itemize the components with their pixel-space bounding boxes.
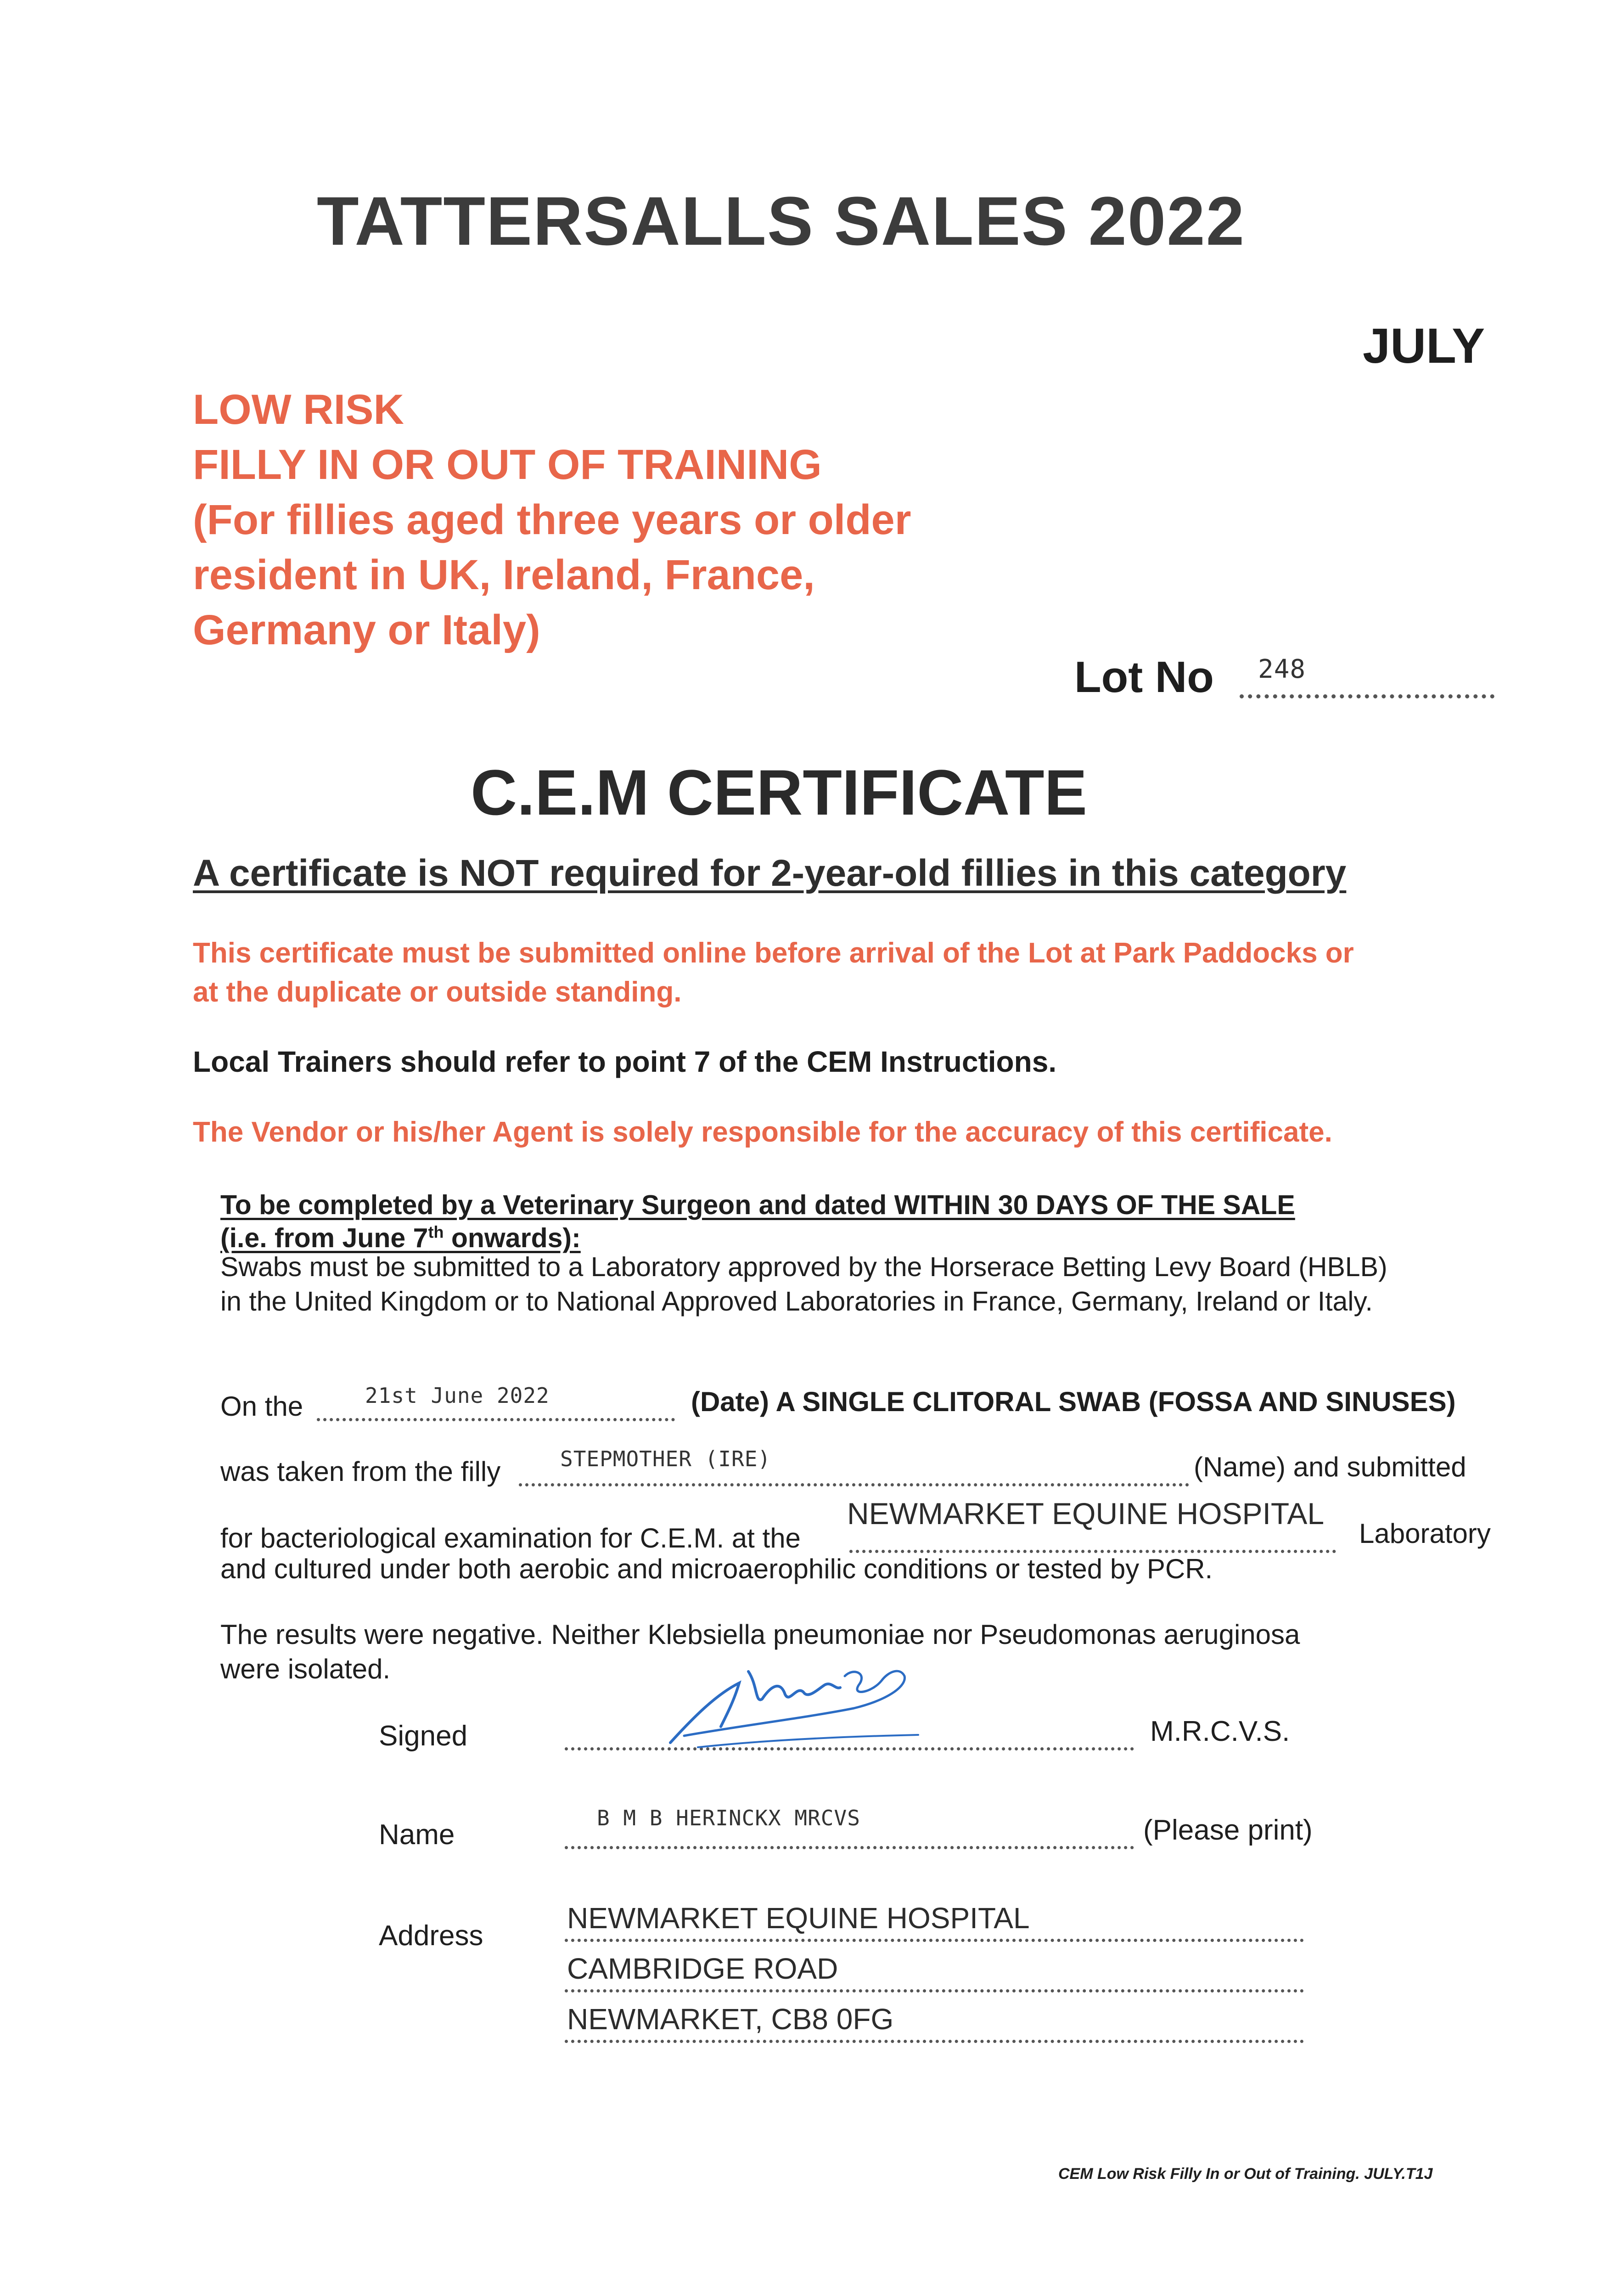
- name-value: B M B HERINCKX MRCVS: [597, 1806, 860, 1830]
- swabs-line-1: Swabs must be submitted to a Laboratory approved by the Horserace Betting Levy Board (HBLB): [220, 1252, 1387, 1282]
- instructions-heading-2: [220, 1222, 581, 1254]
- address-dotted-line-1: [565, 1939, 1304, 1942]
- category-line-1: LOW RISK: [193, 386, 404, 433]
- swabs-line-2: in the United Kingdom or to National Approved Laboratories in France, Germany, Ireland or Italy.: [220, 1286, 1373, 1317]
- results-line-1: The results were negative. Neither Klebsiella pneumoniae nor Pseudomonas aeruginosa: [220, 1619, 1300, 1650]
- sale-month: JULY: [1363, 318, 1485, 373]
- name-dotted-line: [565, 1846, 1134, 1849]
- lab-dotted-line: [849, 1550, 1336, 1553]
- category-line-3: (For fillies aged three years or older: [193, 496, 911, 543]
- cultured-line: and cultured under both aerobic and microaerophilic conditions or tested by PCR.: [220, 1553, 1213, 1584]
- certificate-title: C.E.M CERTIFICATE: [471, 756, 1087, 828]
- instructions-heading-2-text: (i.e. from June 7: [220, 1223, 428, 1253]
- lab-suffix: Laboratory: [1359, 1518, 1491, 1549]
- results-line-2: were isolated.: [220, 1654, 391, 1684]
- submit-notice-line-2: at the duplicate or outside standing.: [193, 976, 682, 1008]
- lot-value: 248: [1258, 654, 1306, 684]
- page-title: TATTERSALLS SALES 2022: [317, 182, 1246, 259]
- exam-prefix: for bacteriological examination for C.E.M. at the: [220, 1523, 801, 1553]
- local-trainers-notice: Local Trainers should refer to point 7 of the CEM Instructions.: [193, 1045, 1057, 1078]
- date-suffix-text: (Date) A SINGLE CLITORAL SWAB (FOSSA AND SINUSES): [691, 1386, 1456, 1417]
- instructions-heading-1: To be completed by a Veterinary Surgeon and dated WITHIN 30 DAYS OF THE SALE: [220, 1190, 1295, 1220]
- address-line-1: NEWMARKET EQUINE HOSPITAL: [567, 1902, 1030, 1935]
- category-line-4: resident in UK, Ireland, France,: [193, 551, 815, 598]
- category-line-5: Germany or Italy): [193, 607, 540, 653]
- address-line-2: CAMBRIDGE ROAD: [567, 1952, 838, 1985]
- taken-from-label: was taken from the filly: [220, 1456, 501, 1487]
- name-suffix: (Name) and submitted: [1194, 1452, 1466, 1482]
- instructions-heading-2-suffix: onwards):: [444, 1223, 581, 1253]
- filly-dotted-line: [519, 1483, 1189, 1486]
- date-value: 21st June 2022: [365, 1383, 550, 1408]
- category-line-2: FILLY IN OR OUT OF TRAINING: [193, 441, 822, 488]
- lot-dotted-line: [1240, 694, 1494, 698]
- address-line-3: NEWMARKET, CB8 0FG: [567, 2003, 894, 2036]
- lab-value: NEWMARKET EQUINE HOSPITAL: [847, 1497, 1325, 1531]
- on-the-label: On the: [220, 1391, 303, 1422]
- date-dotted-line: [317, 1418, 675, 1421]
- footer-code: CEM Low Risk Filly In or Out of Training. JULY.T1J: [1058, 2165, 1433, 2183]
- date-suffix: [691, 1386, 1456, 1418]
- not-required-notice: A certificate is NOT required for 2-year-old fillies in this category: [193, 852, 1347, 894]
- signed-suffix: M.R.C.V.S.: [1150, 1716, 1290, 1747]
- name-print-suffix: (Please print): [1143, 1814, 1313, 1846]
- address-label: Address: [379, 1920, 483, 1952]
- address-dotted-line-2: [565, 1989, 1304, 1992]
- address-dotted-line-3: [565, 2040, 1304, 2043]
- submit-notice-line-1: This certificate must be submitted online before arrival of the Lot at Park Paddocks or: [193, 937, 1354, 969]
- name-label: Name: [379, 1819, 455, 1851]
- vendor-notice: The Vendor or his/her Agent is solely responsible for the accuracy of this certificate.: [193, 1116, 1332, 1148]
- lot-label: Lot No: [1074, 653, 1214, 702]
- signed-label: Signed: [379, 1720, 468, 1752]
- instructions-heading-2-sup: th: [428, 1222, 444, 1242]
- filly-name-value: STEPMOTHER (IRE): [560, 1446, 771, 1471]
- signature-image: [643, 1658, 937, 1750]
